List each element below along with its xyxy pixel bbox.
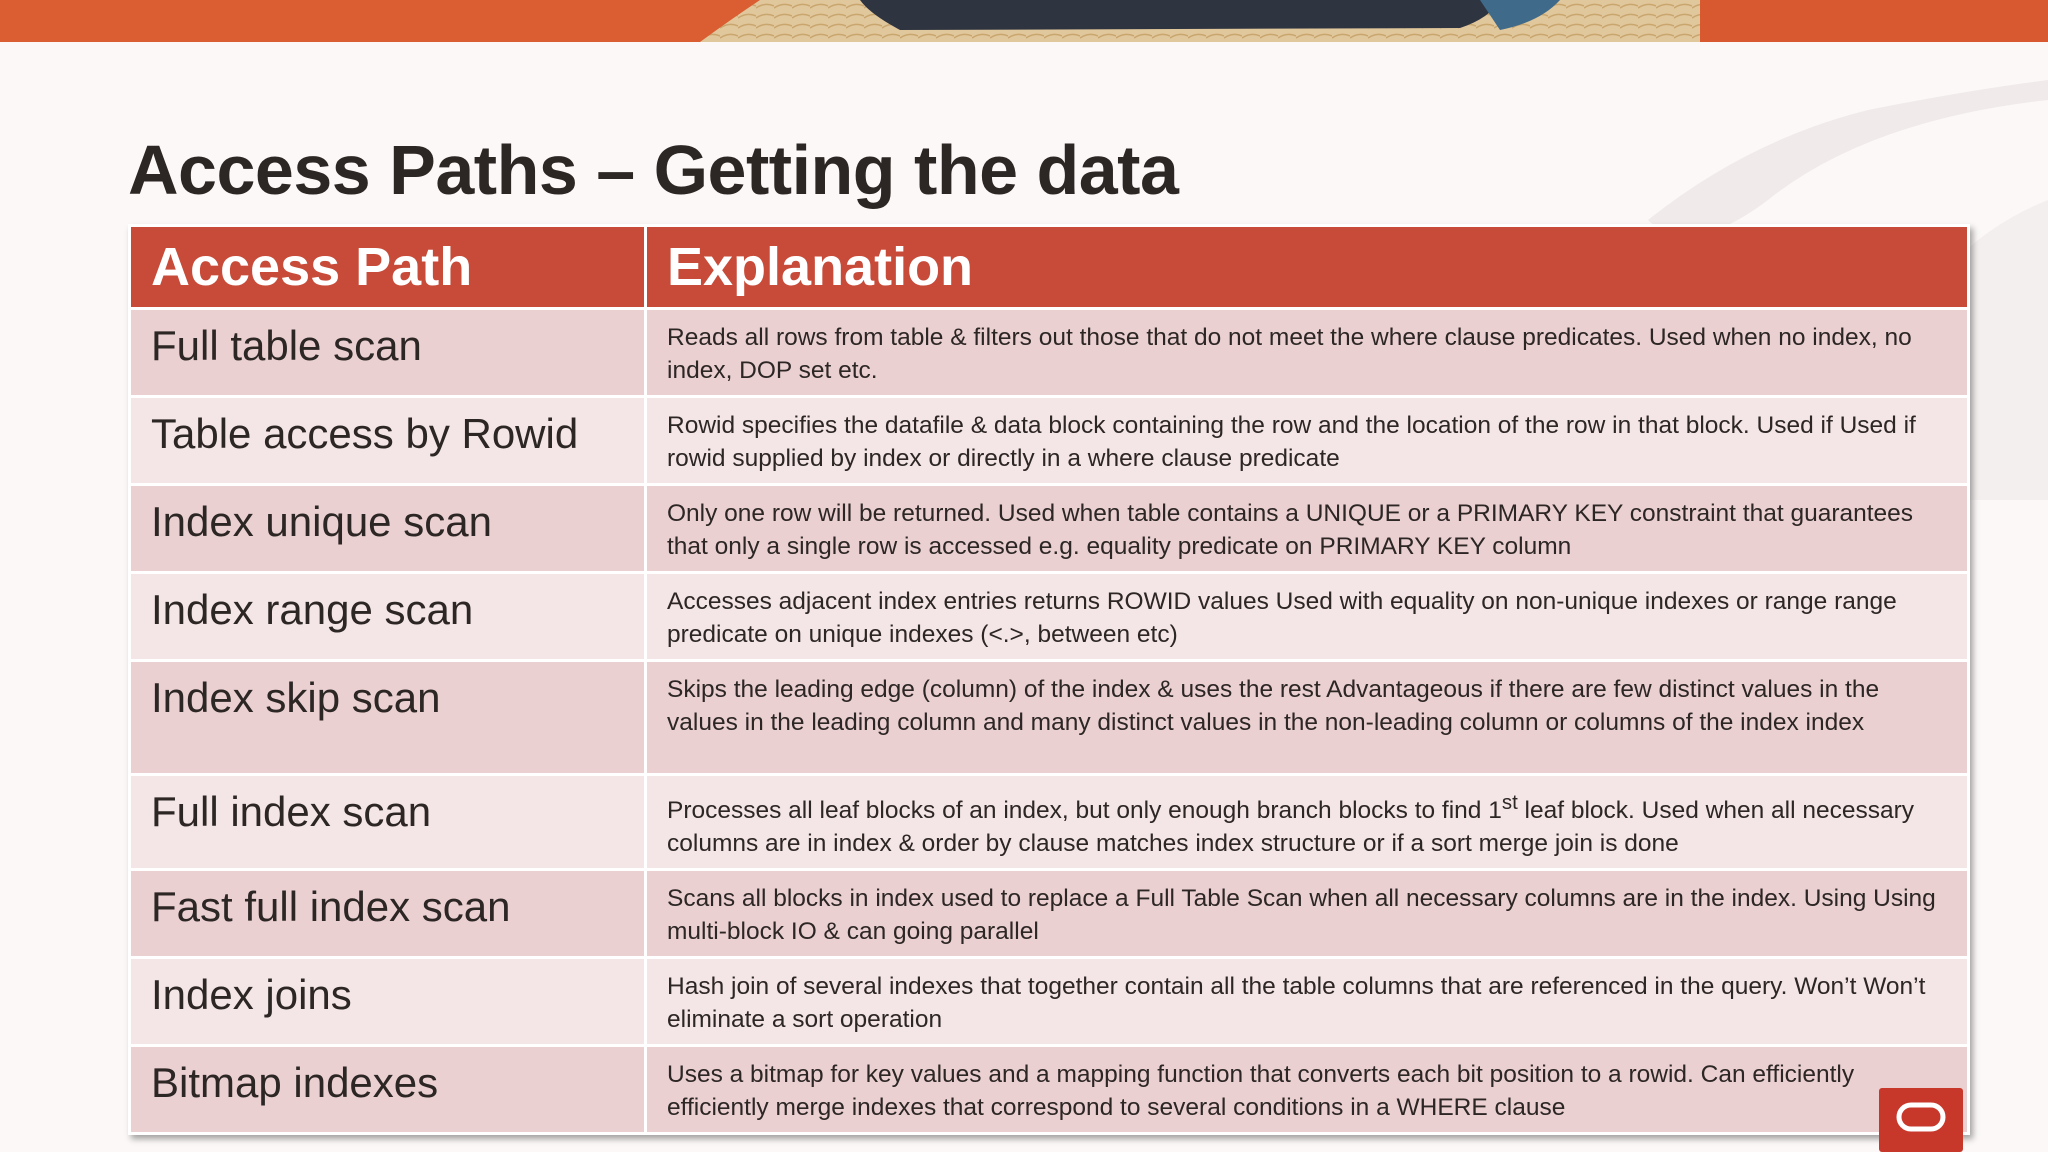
explanation-cell: Scans all blocks in index used to replace a Full Table Scan when all necessary columns are in the index. Using Using multi-block IO & can going parallel [646,870,1969,958]
top-decorative-banner [0,0,2048,42]
table-row [130,870,1969,958]
explanation-text: Processes all leaf blocks of an index, but only enough branch blocks to find 1 [667,797,1502,825]
explanation-cell [646,775,1969,870]
explanation-cell: Uses a bitmap for key values and a mapping function that converts each bit position to a rowid. Can efficiently efficiently merge indexes that correspond to several conditions in a WHERE clause [646,1046,1969,1134]
oracle-logo-icon [1879,1088,1963,1152]
access-paths-table [128,224,1970,1135]
access-path-cell: Index unique scan [130,485,646,573]
explanation-text: leaf block. Used when all necessary columns are in index & order by clause matches index structure or if a sort merge join is done [667,797,1915,858]
access-path-cell: Fast full index scan [130,870,646,958]
explanation-cell: Accesses adjacent index entries returns ROWID values Used with equality on non-unique indexes or range range predicate on unique indexes (<.>, between etc) [646,573,1969,661]
explanation-cell: Rowid specifies the datafile & data block containing the row and the location of the row in that block. Used if Used if rowid supplied by index or directly in a where clause predicate [646,397,1969,485]
table-row [130,958,1969,1046]
table-row [130,1046,1969,1134]
access-path-cell: Table access by Rowid [130,397,646,485]
explanation-cell: Skips the leading edge (column) of the index & uses the rest Advantageous if there are few distinct values in the values in the leading column and many distinct values in the non-leading column or columns of the index index [646,661,1969,775]
access-path-cell: Full table scan [130,309,646,397]
access-path-cell: Index range scan [130,573,646,661]
ordinal-suffix: st [1501,792,1518,814]
explanation-cell: Hash join of several indexes that together contain all the table columns that are referenced in the query. Won’t Won’t eliminate a sort operation [646,958,1969,1046]
explanation-cell: Only one row will be returned. Used when table contains a UNIQUE or a PRIMARY KEY constraint that guarantees that only a single row is accessed e.g. equality predicate on PRIMARY KEY column [646,485,1969,573]
access-path-cell: Index skip scan [130,661,646,775]
table-row [130,485,1969,573]
table-row [130,309,1969,397]
column-header-explanation: Explanation [646,226,1969,309]
slide-title: Access Paths – Getting the data [128,131,1179,209]
table-row [130,573,1969,661]
table-row [130,397,1969,485]
column-header-access-path: Access Path [130,226,646,309]
explanation-cell: Reads all rows from table & filters out those that do not meet the where clause predicates. Used when no index, no index, DOP set etc. [646,309,1969,397]
access-path-cell: Index joins [130,958,646,1046]
access-path-cell: Full index scan [130,775,646,870]
table-header-row [130,226,1969,309]
table-row [130,775,1969,870]
access-path-cell: Bitmap indexes [130,1046,646,1134]
table-row [130,661,1969,775]
